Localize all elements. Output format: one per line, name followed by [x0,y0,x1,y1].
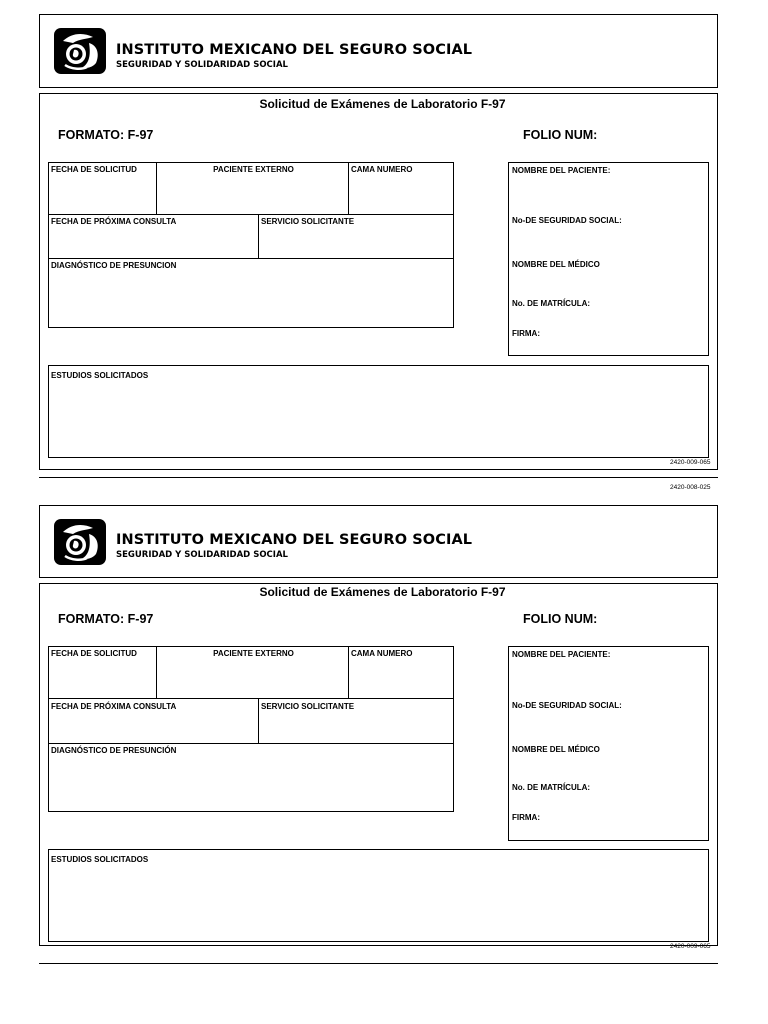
form-title: Solicitud de Exámenes de Laboratorio F-97 [259,585,506,599]
fecha-proxima-field[interactable] [48,214,259,259]
diagnostico-label: DIAGNÓSTICO DE PRESUNCIÓN [51,746,177,755]
servicio-field[interactable] [258,698,454,744]
servicio-label: SERVICIO SOLICITANTE [261,702,355,711]
formato-label: FORMATO: F-97 [58,612,154,626]
fecha-solicitud-field[interactable] [48,646,157,699]
matricula-label[interactable]: No. DE MATRÍCULA: [512,783,591,792]
paciente-externo-label: PACIENTE EXTERNO [213,649,294,658]
paciente-externo-field[interactable] [156,646,349,699]
form-code: 2420-009-065 [670,459,711,466]
cama-numero-field[interactable] [348,162,454,215]
form-title: Solicitud de Exámenes de Laboratorio F-97 [259,97,506,111]
fecha-proxima-label: FECHA DE PRÓXIMA CONSULTA [51,217,177,226]
form-code-outside: 2420-008-025 [670,484,711,491]
servicio-field[interactable] [258,214,454,259]
form-2 [0,490,768,1024]
firma-label[interactable]: FIRMA: [512,813,540,822]
estudios-label: ESTUDIOS SOLICITADOS [51,371,149,380]
divider-line [39,477,718,478]
nombre-medico-label[interactable]: NOMBRE DEL MÉDICO [512,260,600,269]
header-frame [39,505,718,578]
imss-eagle-logo-icon [53,27,107,75]
form-1 [0,0,768,490]
paciente-externo-label: PACIENTE EXTERNO [213,165,294,174]
servicio-label: SERVICIO SOLICITANTE [261,217,355,226]
institution-name: INSTITUTO MEXICANO DEL SEGURO SOCIAL [116,532,473,548]
form-code: 2420-009-065 [670,943,711,950]
imss-eagle-logo-icon [53,518,107,566]
formato-label: FORMATO: F-97 [58,128,154,142]
institution-tagline: SEGURIDAD Y SOLIDARIDAD SOCIAL [116,60,288,70]
diagnostico-label: DIAGNÓSTICO DE PRESUNCION [51,261,177,270]
estudios-field[interactable] [48,849,709,942]
divider-line [39,963,718,964]
cama-numero-field[interactable] [348,646,454,699]
patient-info-box [508,646,709,841]
folio-label: FOLIO NUM: [523,612,598,626]
firma-label[interactable]: FIRMA: [512,329,540,338]
matricula-label[interactable]: No. DE MATRÍCULA: [512,299,591,308]
seguridad-social-label[interactable]: No-DE SEGURIDAD SOCIAL: [512,701,622,710]
nombre-medico-label[interactable]: NOMBRE DEL MÉDICO [512,745,600,754]
cama-numero-label: CAMA NUMERO [351,649,413,658]
institution-name: INSTITUTO MEXICANO DEL SEGURO SOCIAL [116,42,473,58]
estudios-field[interactable] [48,365,709,458]
patient-info-box [508,162,709,356]
nombre-paciente-label[interactable]: NOMBRE DEL PACIENTE: [512,650,611,659]
fecha-solicitud-field[interactable] [48,162,157,215]
diagnostico-field[interactable] [48,258,454,328]
paciente-externo-field[interactable] [156,162,349,215]
estudios-label: ESTUDIOS SOLICITADOS [51,855,149,864]
fecha-solicitud-label: FECHA DE SOLICITUD [51,649,137,658]
fecha-proxima-field[interactable] [48,698,259,744]
fecha-solicitud-label: FECHA DE SOLICITUD [51,165,137,174]
cama-numero-label: CAMA NUMERO [351,165,413,174]
seguridad-social-label[interactable]: No-DE SEGURIDAD SOCIAL: [512,216,622,225]
diagnostico-field[interactable] [48,743,454,812]
folio-label: FOLIO NUM: [523,128,598,142]
institution-tagline: SEGURIDAD Y SOLIDARIDAD SOCIAL [116,550,288,560]
fecha-proxima-label: FECHA DE PRÓXIMA CONSULTA [51,702,177,711]
nombre-paciente-label[interactable]: NOMBRE DEL PACIENTE: [512,166,611,175]
header-frame [39,14,718,88]
